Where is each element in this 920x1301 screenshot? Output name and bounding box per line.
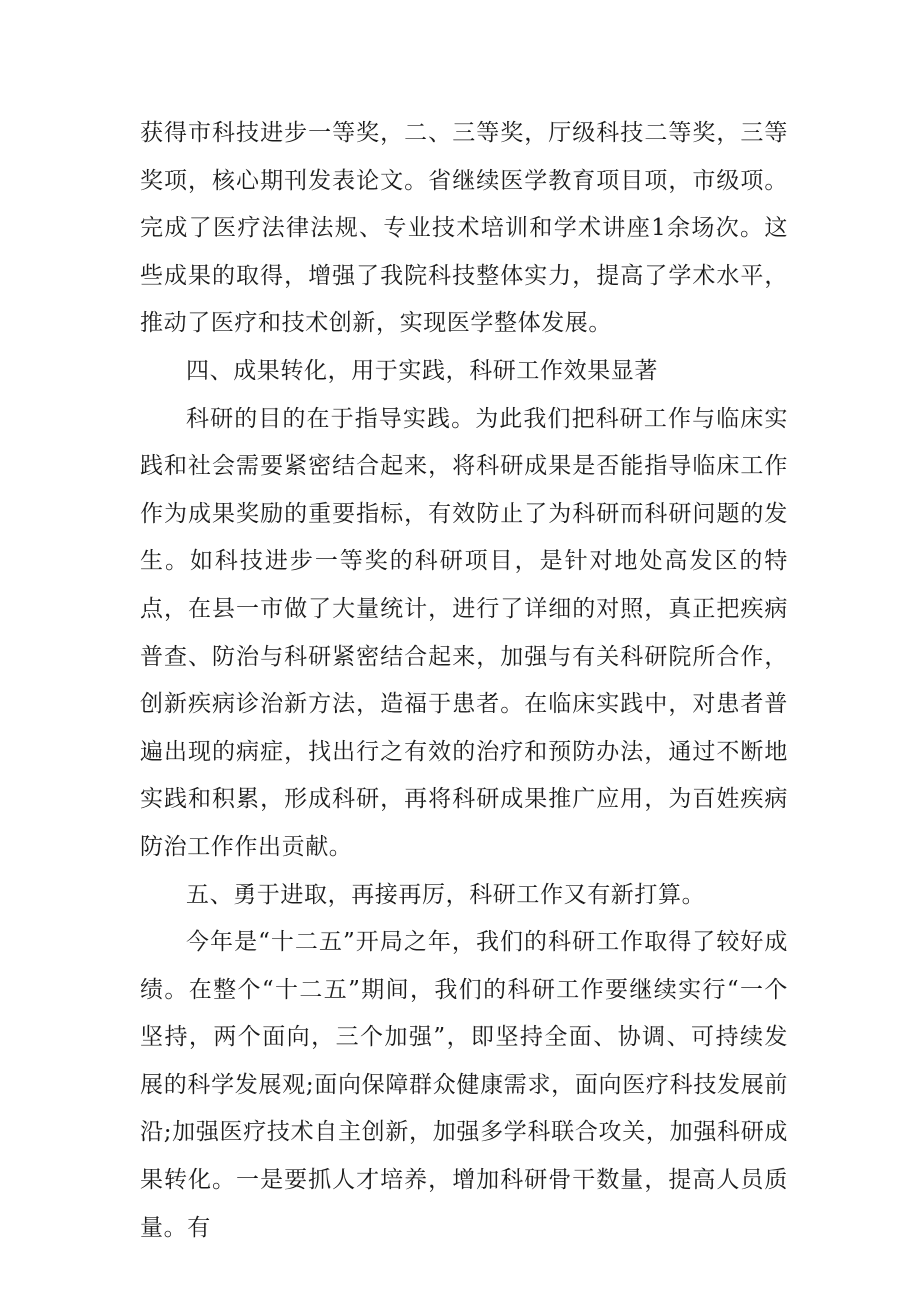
paragraph-practice: 科研的目的在于指导实践。为此我们把科研工作与临床实践和社会需要紧密结合起来，将科研成果是否能指导临床工作作为成果奖励的重要指标，有效防止了为科研而科研问题的发生。如科技进步一等奖的科研项目，是针对地处高发区的特点，在县一市做了大量统计，进行了详细的对照，真正把疾病普查、防治与科研紧密结合起来，加强与有关科研院所合作，创新疾病诊治新方法，造福于患者。在临床实践中，对患者普遍出现的病症，找出行之有效的治疗和预防办法，通过不断地实践和积累，形成科研，再将科研成果推广应用，为百姓疾病防治工作作出贡献。 (140, 405, 788, 860)
section-heading-4: 四、成果转化，用于实践，科研工作效果显著 (186, 357, 658, 384)
paragraph-plans: 今年是“十二五”开局之年，我们的科研工作取得了较好成绩。在整个“十二五”期间，我们的科研工作要继续实行“一个坚持，两个面向，三个加强”，即坚持全面、协调、可持续发展的科学发展观;面向保障群众健康需求，面向医疗科技发展前沿;加强医疗技术自主创新，加强多学科联合攻关，加强科研成果转化。一是要抓人才培养，增加科研骨干数量，提高人员质量。有 (140, 929, 788, 1241)
document-body (140, 110, 788, 1252)
paragraph-achievements: 获得市科技进步一等奖，二、三等奖，厅级科技二等奖，三等奖项，核心期刊发表论文。省继续医学教育项目项，市级项。完成了医疗法律法规、专业技术培训和学术讲座1余场次。这些成果的取得，增强了我院科技整体实力，提高了学术水平，推动了医疗和技术创新，实现医学整体发展。 (140, 120, 788, 337)
section-heading-5: 五、勇于进取，再接再厉，科研工作又有新打算。 (186, 881, 706, 908)
